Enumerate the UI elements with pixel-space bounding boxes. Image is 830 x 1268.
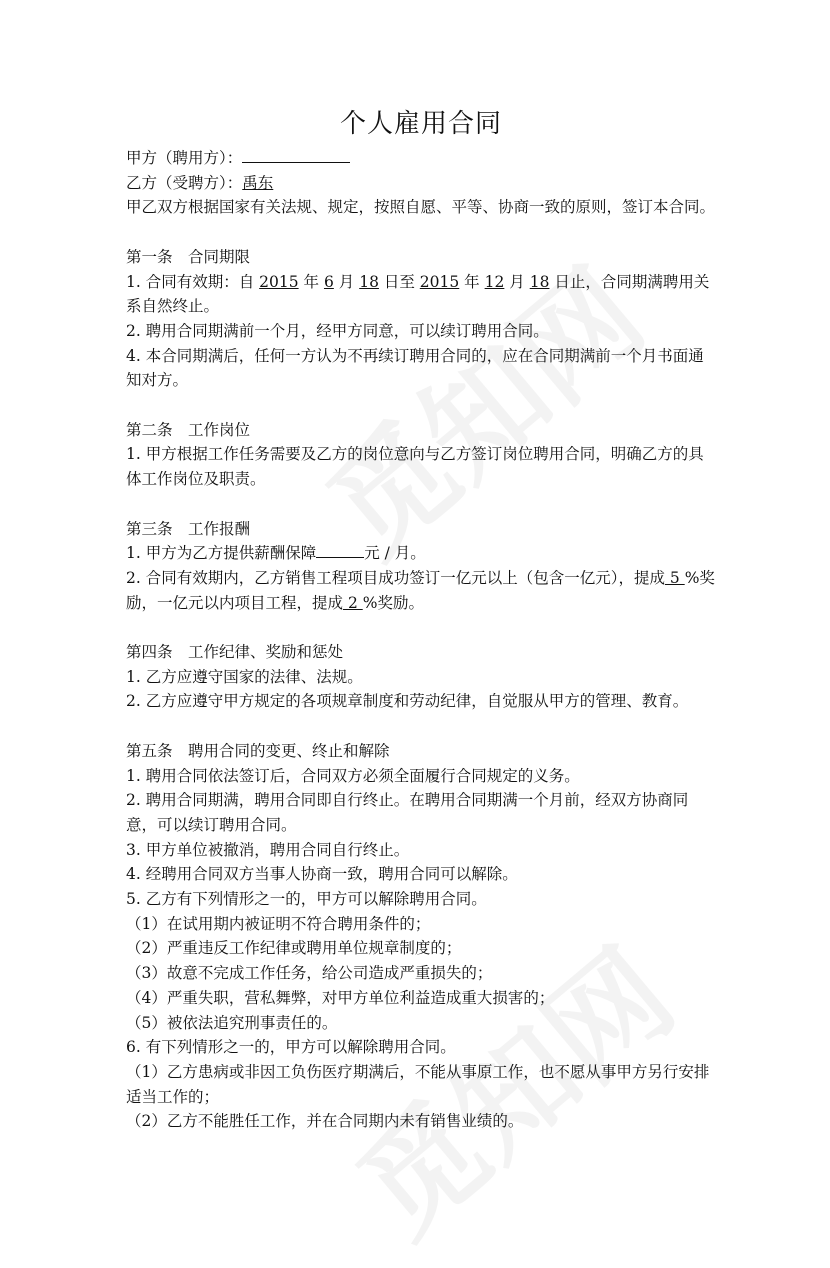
- end-month: 12: [484, 272, 505, 291]
- end-year: 2015: [419, 272, 460, 291]
- party-a-line: [126, 146, 716, 171]
- list-item: 4. 经聘用合同双方当事人协商一致，聘用合同可以解除。: [126, 865, 518, 884]
- text-fragment: 1. 合同有效期：自: [126, 272, 260, 291]
- text-fragment: 年: [459, 272, 485, 291]
- party-b-line: [126, 171, 716, 196]
- start-day: 18: [359, 272, 379, 291]
- party-b-label: 乙方（受聘方）：: [126, 173, 243, 192]
- intro-paragraph: 甲乙双方根据国家有关法规、规定，按照自愿、平等、协商一致的原则，签订本合同。: [126, 198, 716, 217]
- section-4-item-2: 2. 乙方应遵守甲方规定的各项规章制度和劳动纪律，自觉服从甲方的管理、教育。: [126, 692, 689, 711]
- text-fragment: %奖励，一亿元以内项目工程，提成: [126, 568, 715, 612]
- section-4-heading: 第四条 工作纪律、奖励和惩处: [126, 643, 344, 661]
- list-item: （4）严重失职，营私舞弊，对甲方单位利益造成重大损害的；: [126, 988, 555, 1007]
- section-4-item-1: 1. 乙方应遵守国家的法律、法规。: [126, 667, 363, 686]
- commission-rate-1: 5: [664, 568, 685, 587]
- party-b-name: 禹东: [242, 173, 274, 192]
- text-fragment: 2. 合同有效期内，乙方销售工程项目成功签订一亿元以上（包含一亿元），提成: [126, 568, 665, 587]
- list-item: 5. 乙方有下列情形之一的，甲方可以解除聘用合同。: [126, 890, 487, 909]
- list-item: （5）被依法追究刑事责任的。: [126, 1013, 338, 1032]
- text-fragment: %奖励。: [362, 593, 424, 612]
- text-fragment: 1. 甲方为乙方提供薪酬保障: [126, 544, 317, 563]
- party-a-blank: [242, 146, 350, 163]
- section-2-heading: 第二条 工作岗位: [126, 420, 251, 439]
- section-3-heading: 第三条 工作报酬: [126, 519, 251, 538]
- party-a-label: 甲方（聘用方）：: [126, 149, 243, 167]
- section-3-item-2: [126, 566, 716, 615]
- text-fragment: 年: [298, 272, 324, 291]
- salary-blank: [316, 541, 364, 558]
- section-3-item-1: [126, 541, 716, 566]
- text-fragment: 月: [504, 272, 530, 291]
- list-item: 2. 聘用合同期满，聘用合同即自行终止。在聘用合同期满一个月前，经双方协商同意，可以续订聘用合同。: [126, 791, 689, 834]
- contract-body: [126, 104, 716, 1134]
- list-item: （3）故意不完成工作任务，给公司造成严重损失的；: [126, 964, 493, 983]
- section-1-item-2: 2. 聘用合同期满前一个月，经甲方同意，可以续订聘用合同。: [126, 321, 549, 340]
- list-item: （1）在试用期内被证明不符合聘用条件的；: [126, 914, 431, 933]
- section-5-heading: 第五条 聘用合同的变更、终止和解除: [126, 741, 390, 760]
- section-5-list: [126, 764, 716, 1135]
- start-month: 6: [323, 272, 334, 291]
- end-day: 18: [529, 272, 550, 291]
- section-2-item-1: 1. 甲方根据工作任务需要及乙方的岗位意向与乙方签订岗位聘用合同，明确乙方的具体工作岗位及职责。: [126, 445, 704, 489]
- page-title: 个人雇用合同: [339, 109, 502, 139]
- commission-rate-2: 2: [343, 593, 363, 612]
- section-1-item-4: 4. 本合同期满后，任何一方认为不再续订聘用合同的，应在合同期满前一个月书面通知对方。: [126, 346, 704, 390]
- text-fragment: 日至: [378, 272, 420, 291]
- text-fragment: 日止，合同期满聘用关系自然终止。: [126, 272, 710, 316]
- list-item: 3. 甲方单位被撤消，聘用合同自行终止。: [126, 840, 410, 859]
- list-item: 1. 聘用合同依法签订后，合同双方必须全面履行合同规定的义务。: [126, 766, 580, 785]
- list-item: 6. 有下列情形之一的，甲方可以解除聘用合同。: [126, 1038, 456, 1057]
- list-item: （2）严重违反工作纪律或聘用单位规章制度的；: [126, 939, 462, 958]
- section-1-term: [126, 270, 716, 319]
- list-item: （1）乙方患病或非因工负伤医疗期满后，不能从事原工作，也不愿从事甲方另行安排适当工作的；: [126, 1062, 710, 1106]
- section-1-heading: 第一条 合同期限: [126, 247, 251, 266]
- list-item: （2）乙方不能胜任工作，并在合同期内未有销售业绩的。: [126, 1112, 524, 1131]
- text-fragment: 月: [333, 272, 360, 291]
- text-fragment: 元 / 月。: [364, 544, 426, 563]
- start-year: 2015: [259, 272, 299, 291]
